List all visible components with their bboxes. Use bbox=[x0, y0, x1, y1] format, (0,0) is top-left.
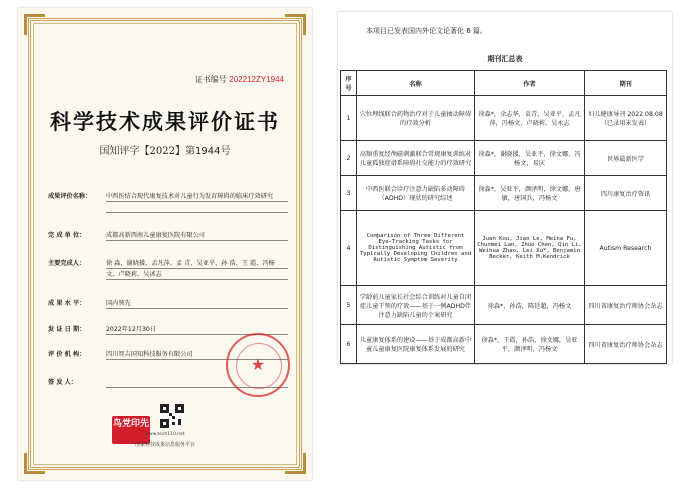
paper-journal: 世界最新医学 bbox=[585, 141, 667, 176]
row-number: 2 bbox=[341, 141, 357, 176]
footer-org: 国家科技成果信息服务平台 bbox=[134, 442, 195, 448]
field-value: 2022年12月30日 bbox=[106, 326, 157, 333]
row-number: 6 bbox=[341, 325, 357, 364]
field-underline bbox=[106, 308, 288, 309]
footer-url: www.tech110.net bbox=[145, 432, 185, 437]
field-label: 发 证 日 期： bbox=[48, 326, 86, 333]
table-row bbox=[341, 96, 667, 141]
field-underline bbox=[106, 201, 288, 202]
row-number: 3 bbox=[341, 176, 357, 211]
paper-name: Comparison of Three Different Eye-Tracking Tasks for Distinguishing Autistic from Typically Developing Children and Autistic Symptom Severity bbox=[357, 211, 475, 286]
paper-journal: 妇儿健康导刊 2022.08.08（已录用未发表） bbox=[585, 96, 667, 141]
row-number: 4 bbox=[341, 211, 357, 286]
seal-star-icon: ★ bbox=[250, 355, 266, 374]
certificate-number bbox=[195, 74, 284, 85]
paper-name: 穴位埋线联合药物治疗对于儿童抽动障碍的疗效分析 bbox=[357, 96, 475, 141]
field-label: 成果评价名称： bbox=[48, 193, 92, 200]
paper-authors: 徐淼*，余志华，袁青，吴亚平，孟凡萍，冯杨文，卢晓莉，吴永志 bbox=[475, 96, 585, 141]
field-value: 成都高新西南儿童康复医院有限公司 bbox=[106, 232, 205, 239]
table-row bbox=[341, 176, 667, 211]
corner-ornament bbox=[285, 14, 306, 35]
official-seal bbox=[226, 333, 290, 397]
field-label: 成 果 水 平： bbox=[48, 300, 86, 307]
signature-stamp: 鸟党印先 bbox=[112, 416, 150, 444]
column-header: 期刊 bbox=[585, 71, 667, 96]
row-number: 5 bbox=[341, 286, 357, 325]
corner-ornament bbox=[24, 453, 45, 474]
paper-journal: 四川省康复治疗师协会杂志 bbox=[585, 325, 667, 364]
field-underline bbox=[106, 240, 288, 241]
certificate-number-label: 证书编号 bbox=[194, 75, 227, 84]
paper-authors: 徐淼*，王霞，孙浩，徐文娜，吴亚平，颜泽明，冯杨文 bbox=[475, 325, 585, 364]
paper-authors: 徐淼*，谢晓援，吴亚平，徐文娜，冯杨文，易庆 bbox=[475, 141, 585, 176]
subtitle-year: 【2022】 bbox=[139, 146, 185, 157]
paper-name: 儿童康复体系的建设——基于成都高新中童儿童康复医院康复体系发展的研究 bbox=[357, 325, 475, 364]
journal-table bbox=[340, 70, 667, 364]
paper-name: 高频重复经颅磁刺激联合常规康复训练对儿童孤独症谱系障碍社交能力的疗效研究 bbox=[357, 141, 475, 176]
table-row bbox=[341, 141, 667, 176]
field-underline bbox=[106, 268, 288, 269]
paper-journal: 四川省康复治疗师协会杂志 bbox=[585, 286, 667, 325]
certificate-inner-border bbox=[33, 23, 297, 465]
paper-journal: 四川康复治疗资讯 bbox=[585, 176, 667, 211]
paper-name: 中西医联合诊疗注意力缺陷多动障碍（ADHD）现状的研究综述 bbox=[357, 176, 475, 211]
field-label: 评 价 机 构： bbox=[48, 351, 86, 358]
field-value: 徐 淼、谢晓援、孟凡萍、孟 青、吴亚平、孙 浩、王 霞、冯杨文、卢晓莉、吴沭志 bbox=[106, 260, 275, 278]
column-header: 作者 bbox=[475, 71, 585, 96]
subtitle-number: 第1944号 bbox=[185, 146, 231, 157]
field-label: 主要完成人： bbox=[48, 260, 86, 267]
field-value: 中西医结合现代康复技术对儿童行为发育障碍的临床疗效研究 bbox=[106, 193, 274, 200]
qr-code-icon bbox=[160, 404, 184, 428]
paper-journal: Autism Research bbox=[585, 211, 667, 286]
paper-authors: Juan Kou, Jiao Le, Meina Fu, Chunmei Lan, Zhuo Chen, Qin Li, Weihua Zhao, Lei Xu*, Benjamin Becker, Keith M.Kendrick bbox=[475, 211, 585, 286]
column-header: 序号 bbox=[341, 71, 357, 96]
table-title: 期刊汇总表 bbox=[487, 55, 523, 63]
table-row bbox=[341, 211, 667, 286]
field-label: 完 成 单 位： bbox=[48, 232, 86, 239]
certificate bbox=[18, 8, 312, 480]
document-intro: 本项目已发表国内外论文论著化 6 篇。 bbox=[366, 27, 487, 35]
paper-authors: 徐淼*，吴亚平，颜泽明，徐文娜，唐敏，唐国兵，冯杨文 bbox=[475, 176, 585, 211]
paper-name: 学龄前儿童家长社会综合训练对儿童自闭症儿童干预的疗效——基于一例ADHD伴注意力缺陷儿童的个案研究 bbox=[357, 286, 475, 325]
journal-document bbox=[338, 12, 672, 364]
table-header-row bbox=[341, 71, 667, 96]
field-value: 国内领先 bbox=[106, 300, 131, 307]
corner-ornament bbox=[285, 453, 306, 474]
certificate-subtitle bbox=[18, 142, 312, 157]
certificate-number-value: 202212ZY1944 bbox=[229, 75, 284, 84]
row-number: 1 bbox=[341, 96, 357, 141]
column-header: 名称 bbox=[357, 71, 475, 96]
table-row bbox=[341, 325, 667, 364]
corner-ornament bbox=[24, 14, 45, 35]
certificate-title: 科学技术成果评价证书 bbox=[50, 109, 280, 134]
subtitle-prefix: 国知评字 bbox=[99, 146, 140, 157]
table-row bbox=[341, 286, 667, 325]
field-underline bbox=[106, 279, 288, 280]
field-label: 签 发 人： bbox=[48, 379, 78, 386]
field-value: 四川智吉国知科技服务有限公司 bbox=[106, 351, 193, 358]
paper-authors: 徐淼*，孙浩，陈廷超，冯杨文 bbox=[475, 286, 585, 325]
field-underline bbox=[106, 212, 288, 213]
